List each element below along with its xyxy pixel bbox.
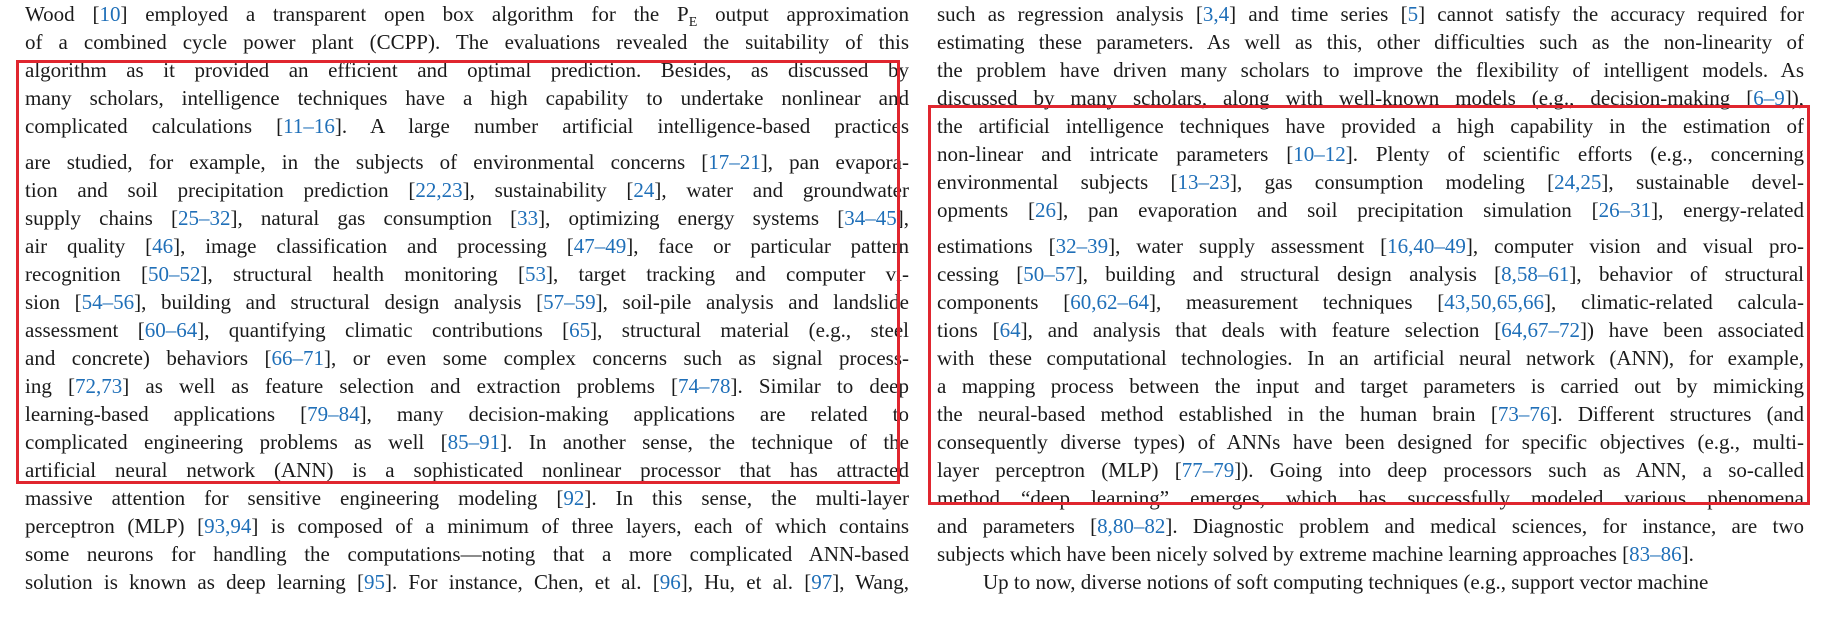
text-line: layer perceptron (MLP) [77–79]). Going into deep processors such as ANN, a so-called bbox=[937, 458, 1804, 482]
text-line: tions [64], and analysis that deals with feature selection [64,67–72]) have been associated bbox=[937, 318, 1804, 342]
text-line: learning-based applications [79–84], many decision-making applications are related to bbox=[25, 402, 909, 426]
text-line: discussed by many scholars, along with well-known models (e.g., decision-making [6–9]), bbox=[937, 86, 1804, 110]
citation-link[interactable]: 33 bbox=[517, 206, 539, 230]
text-line: recognition [50–52], structural health monitoring [53], target tracking and computer vi- bbox=[25, 262, 909, 286]
citation-link[interactable]: 93,94 bbox=[204, 514, 252, 538]
citation-link[interactable]: 32–39 bbox=[1055, 234, 1109, 258]
citation-link[interactable]: 73–76 bbox=[1497, 402, 1551, 426]
citation-link[interactable]: 16,40–49 bbox=[1387, 234, 1466, 258]
text-line: cessing [50–57], building and structural design analysis [8,58–61], behavior of structural bbox=[937, 262, 1804, 286]
text-line: complicated calculations [11–16]. A large number artificial intelligence-based practices bbox=[25, 114, 909, 138]
citation-link[interactable]: 17–21 bbox=[708, 150, 761, 174]
citation-link[interactable]: 34–45 bbox=[844, 206, 897, 230]
citation-link[interactable]: 47–49 bbox=[573, 234, 627, 258]
citation-link[interactable]: 22,23 bbox=[415, 178, 463, 202]
citation-link[interactable]: 11–16 bbox=[283, 114, 335, 138]
citation-link[interactable]: 53 bbox=[524, 262, 546, 286]
text-line: a mapping process between the input and target parameters is carried out by mimicking bbox=[937, 374, 1804, 398]
text-line: Up to now, diverse notions of soft computing techniques (e.g., support vector machine bbox=[983, 570, 1709, 594]
citation-link[interactable]: 57–59 bbox=[543, 290, 596, 314]
citation-link[interactable]: 85–91 bbox=[447, 430, 501, 454]
text-line: subjects which have been nicely solved by extreme machine learning approaches [83–86]. bbox=[937, 542, 1694, 566]
citation-link[interactable]: 13–23 bbox=[1177, 170, 1230, 194]
text-line: algorithm as it provided an efficient and optimal prediction. Besides, as discussed by bbox=[25, 58, 909, 82]
citation-link[interactable]: 60–64 bbox=[144, 318, 198, 342]
citation-link[interactable]: 43,50,65,66 bbox=[1444, 290, 1545, 314]
right-page-text bbox=[937, 0, 1804, 596]
citation-link[interactable]: 66–71 bbox=[271, 346, 324, 370]
text-line: solution is known as deep learning [95]. For instance, Chen, et al. [96], Hu, et al. [97], Wang, bbox=[25, 570, 909, 594]
citation-link[interactable]: 72,73 bbox=[74, 374, 123, 398]
citation-link[interactable]: 64 bbox=[999, 318, 1021, 342]
citation-link[interactable]: 83–86 bbox=[1629, 542, 1682, 566]
text-line: some neurons for handling the computations—noting that a more complicated ANN-based bbox=[25, 542, 909, 566]
text-line: and parameters [8,80–82]. Diagnostic problem and medical sciences, for instance, are two bbox=[937, 514, 1805, 538]
citation-link[interactable]: 26 bbox=[1034, 198, 1056, 222]
text-line: components [60,62–64], measurement techniques [43,50,65,66], climatic-related calcula- bbox=[937, 290, 1804, 314]
citation-link[interactable]: 50–52 bbox=[147, 262, 201, 286]
citation-link[interactable]: 24 bbox=[633, 178, 655, 202]
text-line: the artificial intelligence techniques have provided a high capability in the estimation of bbox=[937, 114, 1804, 138]
text-line: complicated engineering problems as well [85–91]. In another sense, the technique of the bbox=[25, 430, 909, 454]
citation-link[interactable]: 24,25 bbox=[1554, 170, 1602, 194]
citation-link[interactable]: 97 bbox=[811, 570, 833, 594]
text-line: assessment [60–64], quantifying climatic contributions [65], structural material (e.g., steel bbox=[25, 318, 909, 342]
citation-link[interactable]: 8,58–61 bbox=[1501, 262, 1570, 286]
text-line: air quality [46], image classification and processing [47–49], face or particular pattern bbox=[25, 234, 909, 258]
text-line: consequently diverse types) of ANNs have been designed for specific objectives (e.g., multi- bbox=[937, 430, 1804, 454]
citation-link[interactable]: 64,67–72 bbox=[1501, 318, 1580, 342]
citation-link[interactable]: 92 bbox=[563, 486, 585, 510]
text-line: of a combined cycle power plant (CCPP). The evaluations revealed the suitability of this bbox=[25, 30, 909, 54]
text-line: tion and soil precipitation prediction [22,23], sustainability [24], water and groundwater bbox=[25, 178, 909, 202]
text-line: estimations [32–39], water supply assessment [16,40–49], computer vision and visual pro- bbox=[937, 234, 1804, 258]
citation-link[interactable]: 74–78 bbox=[678, 374, 731, 398]
citation-link[interactable]: 96 bbox=[659, 570, 681, 594]
left-page-text bbox=[25, 0, 909, 596]
text-line: massive attention for sensitive engineering modeling [92]. In this sense, the multi-layer bbox=[25, 486, 909, 510]
text-line: sion [54–56], building and structural design analysis [57–59], soil-pile analysis and landslide bbox=[25, 290, 909, 314]
citation-link[interactable]: 10 bbox=[99, 2, 121, 26]
citation-link[interactable]: 79–84 bbox=[307, 402, 360, 426]
text-line: supply chains [25–32], natural gas consumption [33], optimizing energy systems [34–45], bbox=[25, 206, 909, 230]
text-line: method “deep learning” emerges, which has successfully modeled various phenomena bbox=[937, 486, 1804, 510]
citation-link[interactable]: 54–56 bbox=[81, 290, 135, 314]
text-line: are studied, for example, in the subjects of environmental concerns [17–21], pan evapora- bbox=[25, 150, 909, 174]
citation-link[interactable]: 10–12 bbox=[1293, 142, 1346, 166]
text-line: perceptron (MLP) [93,94] is composed of a minimum of three layers, each of which contains bbox=[25, 514, 909, 538]
text-line: opments [26], pan evaporation and soil precipitation simulation [26–31], energy-related bbox=[937, 198, 1804, 222]
text-line: Wood [10] employed a transparent open box algorithm for the $P_E$ output approximation bbox=[25, 2, 909, 31]
citation-link[interactable]: 25–32 bbox=[177, 206, 231, 230]
citation-link[interactable]: 6–9 bbox=[1753, 86, 1785, 110]
text-line: and concrete) behaviors [66–71], or even some complex concerns such as signal process- bbox=[25, 346, 909, 370]
text-line: with these computational technologies. In an artificial neural network (ANN), for example, bbox=[937, 346, 1804, 370]
text-line: many scholars, intelligence techniques have a high capability to undertake nonlinear and bbox=[25, 86, 909, 110]
citation-link[interactable]: 95 bbox=[363, 570, 385, 594]
citation-link[interactable]: 46 bbox=[152, 234, 174, 258]
citation-link[interactable]: 65 bbox=[569, 318, 591, 342]
text-line: the problem have driven many scholars to improve the flexibility of intelligent models. As bbox=[937, 58, 1804, 82]
text-line: environmental subjects [13–23], gas consumption modeling [24,25], sustainable devel- bbox=[937, 170, 1804, 194]
citation-link[interactable]: 50–57 bbox=[1023, 262, 1076, 286]
citation-link[interactable]: 77–79 bbox=[1181, 458, 1235, 482]
citation-link[interactable]: 3,4 bbox=[1202, 2, 1230, 26]
text-line: artificial neural network (ANN) is a sophisticated nonlinear processor that has attracted bbox=[25, 458, 909, 482]
text-line: the neural-based method established in the human brain [73–76]. Different structures (and bbox=[937, 402, 1804, 426]
text-line: such as regression analysis [3,4] and time series [5] cannot satisfy the accuracy required for bbox=[937, 2, 1804, 26]
text-line: estimating these parameters. As well as this, other difficulties such as the non-linearity of bbox=[937, 30, 1804, 54]
citation-link[interactable]: 26–31 bbox=[1598, 198, 1652, 222]
citation-link[interactable]: 60,62–64 bbox=[1070, 290, 1149, 314]
citation-link[interactable]: 8,80–82 bbox=[1097, 514, 1166, 538]
text-line: ing [72,73] as well as feature selection and extraction problems [74–78]. Similar to deep bbox=[25, 374, 909, 398]
citation-link[interactable]: 5 bbox=[1407, 2, 1419, 26]
text-line: non-linear and intricate parameters [10–12]. Plenty of scientific efforts (e.g., concerning bbox=[937, 142, 1804, 166]
